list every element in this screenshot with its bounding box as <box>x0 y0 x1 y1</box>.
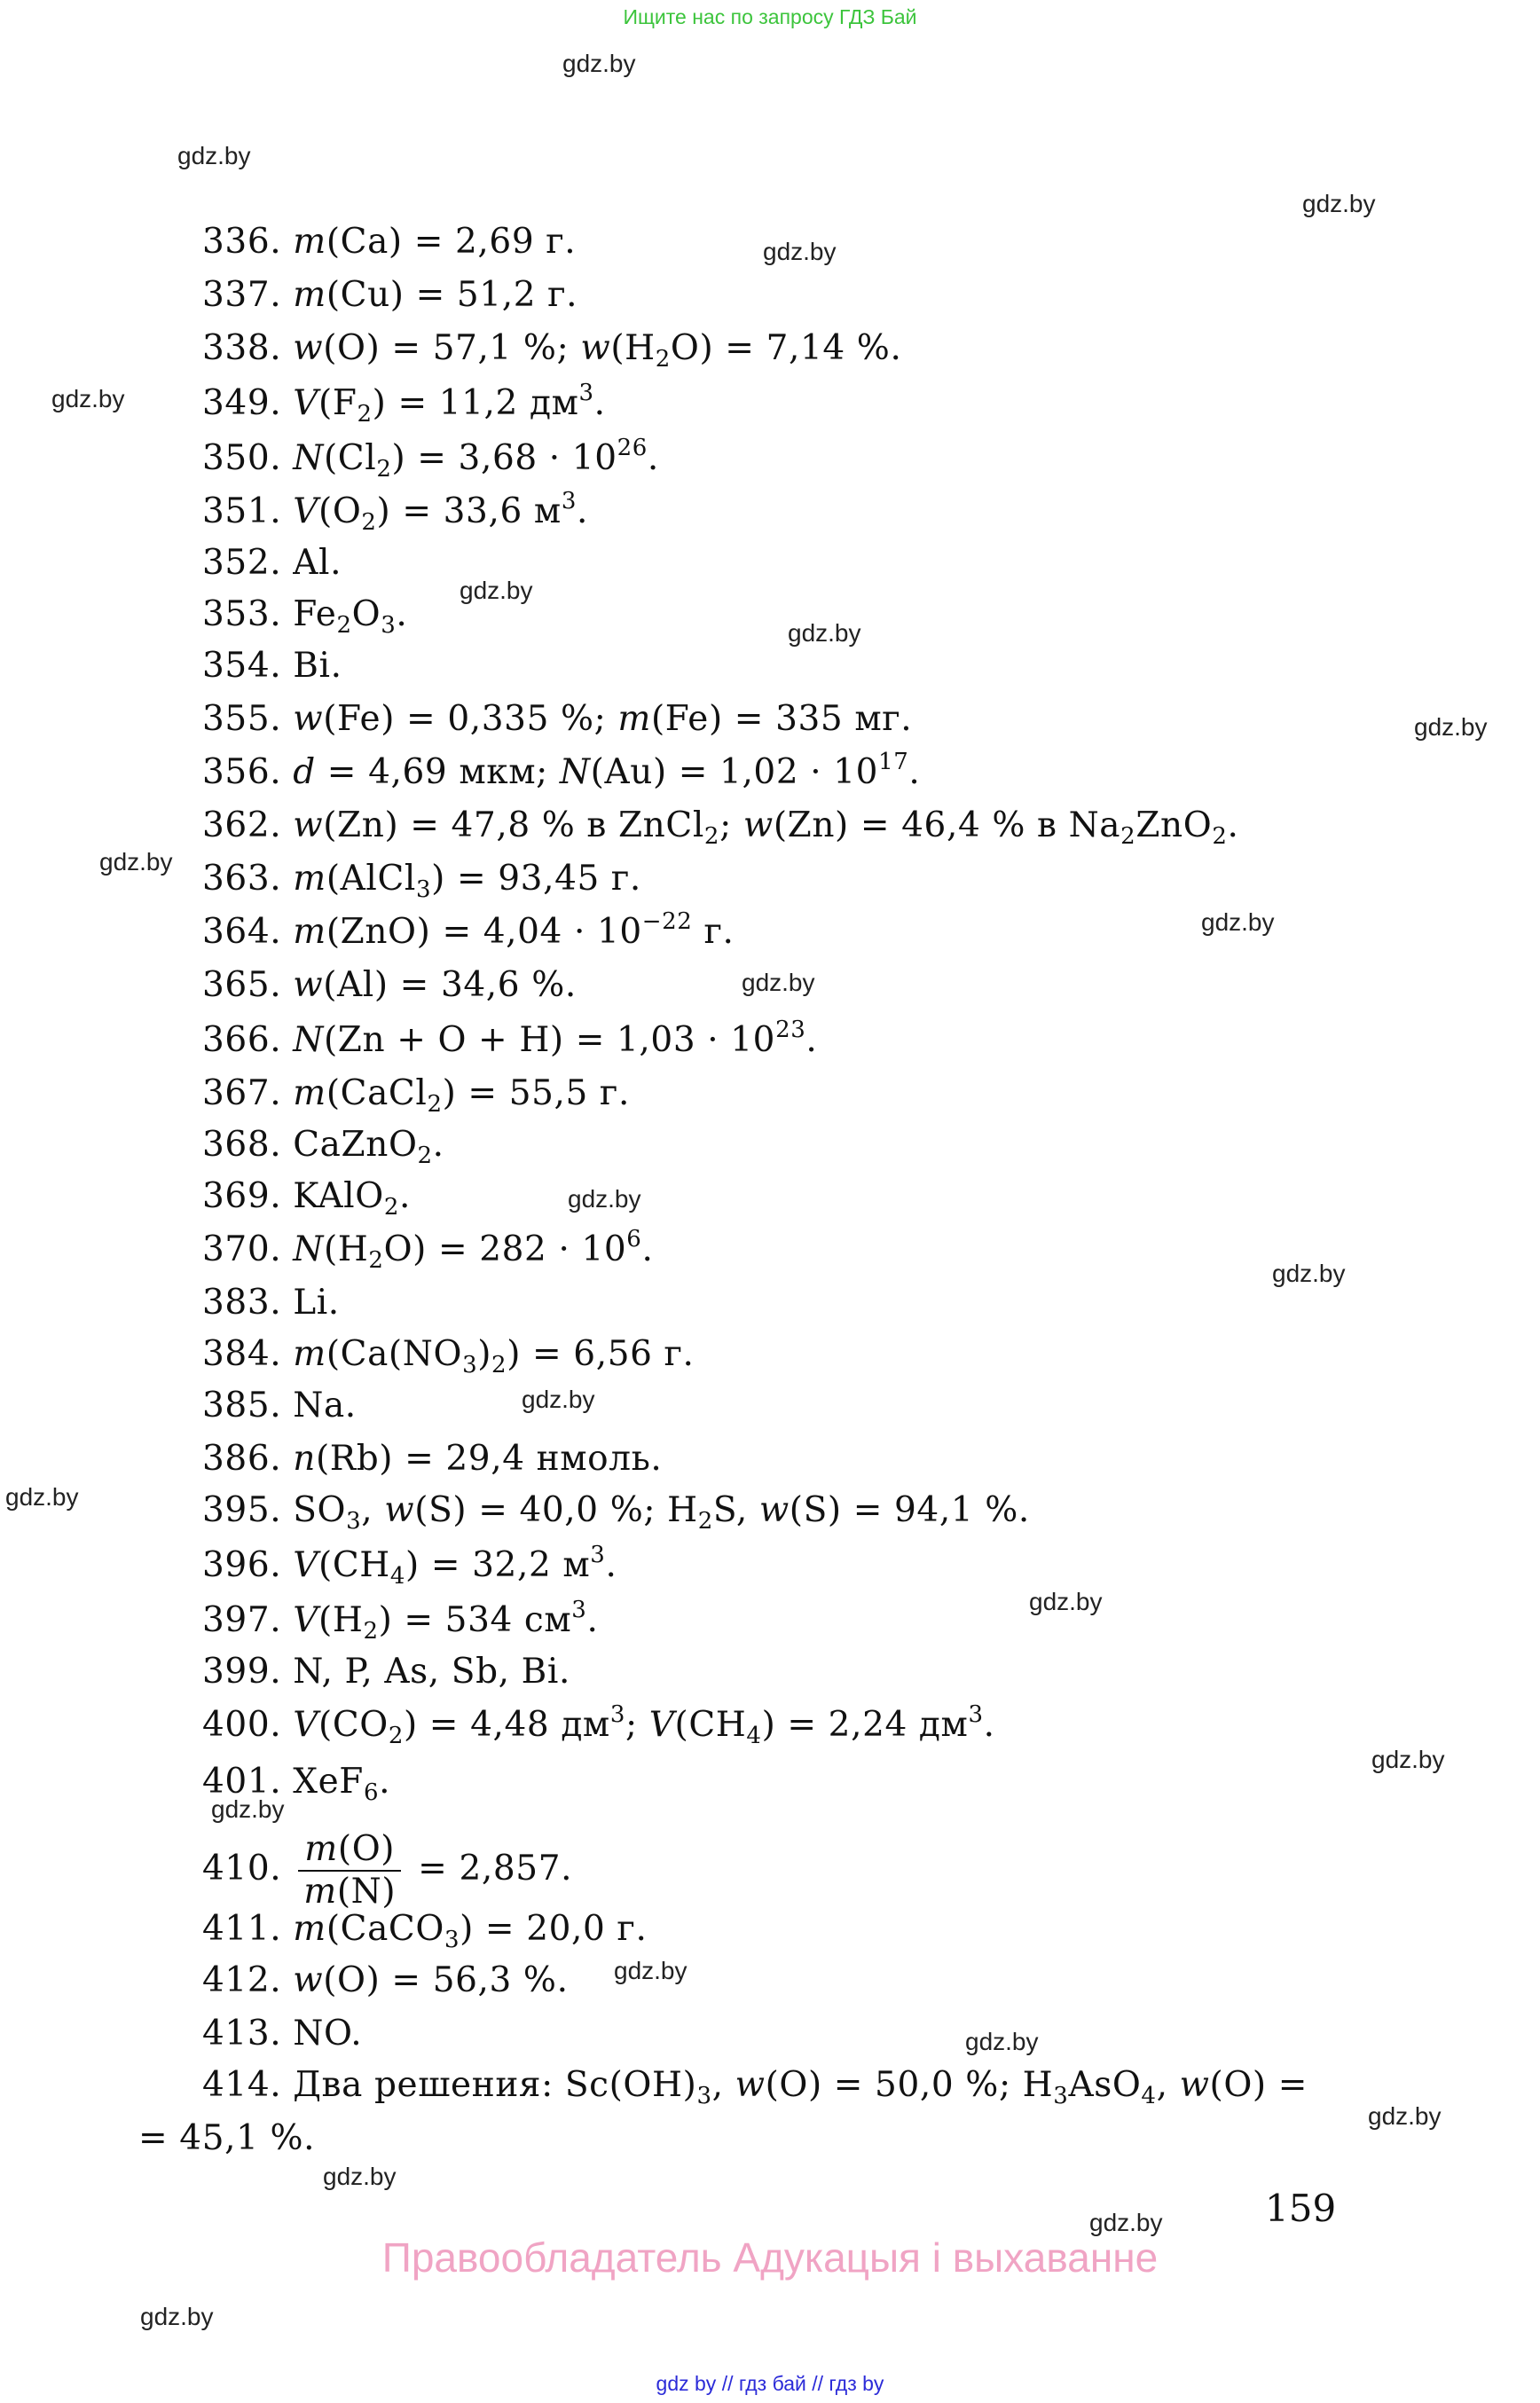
watermark: gdz.by <box>1414 713 1488 741</box>
answer-line <box>202 436 659 481</box>
answer-text: = 45,1 %. <box>138 2118 316 2158</box>
watermark: gdz.by <box>742 969 815 996</box>
answer-number: 365. <box>202 965 294 1005</box>
answer-line <box>202 1703 995 1747</box>
watermark: gdz.by <box>460 577 533 604</box>
answer-text: w(O) = 57,1 %; $w(H_2O) = 7,14$ %. <box>293 328 902 373</box>
answer-line <box>202 750 920 795</box>
answer-line <box>202 490 588 534</box>
answer-line <box>202 1384 357 1428</box>
answer-number: 351. <box>202 491 294 531</box>
answer-number: 400. <box>202 1705 294 1745</box>
answer-text: $SO_3$, w(S) = 40,0 %; $H_2S$, w(S) = 94,1 %. <box>293 1490 1030 1535</box>
answer-text: CaZnO$_2$. <box>293 1125 444 1169</box>
answer-text: m(Ca) = 2,69 г. <box>293 222 577 262</box>
answer-line <box>202 381 606 426</box>
answer-number: 352. <box>202 543 294 583</box>
watermark: gdz.by <box>522 1386 595 1413</box>
answer-line <box>202 910 734 954</box>
watermark: gdz.by <box>51 385 125 412</box>
answer-text: $V(CO_2) = 4,48$ $дм^3$; $V(CH_4) = 2,24$ $дм^3$. <box>293 1701 995 1749</box>
answer-line <box>202 2063 1308 2108</box>
watermark: gdz.by <box>614 1957 688 1984</box>
answer-line <box>138 2116 315 2161</box>
answer-number: 397. <box>202 1600 294 1640</box>
answer-number: 385. <box>202 1386 294 1425</box>
answer-number: 356. <box>202 752 294 792</box>
top-banner: Ищите нас по запросу ГДЗ Бай <box>623 5 917 28</box>
answer-line <box>202 273 578 318</box>
answer-number: 350. <box>202 438 294 478</box>
answer-line <box>202 644 342 688</box>
watermark: gdz.by <box>323 2163 397 2190</box>
answer-line <box>202 220 576 264</box>
answer-text: $m(ZnO) = 4,04 \cdot 10^{-22}$ г. <box>293 908 735 952</box>
answer-number: 337. <box>202 275 294 315</box>
answer-text: $m(Ca(NO_3)_2) = 6,56$ г. <box>293 1334 695 1378</box>
answer-line <box>202 857 641 901</box>
watermark: gdz.by <box>1302 190 1376 217</box>
answer-line <box>202 541 342 585</box>
answer-number: 366. <box>202 1020 294 1060</box>
answer-text: Bi. <box>293 646 342 686</box>
answer-number: 396. <box>202 1545 294 1585</box>
answer-number: 353. <box>202 594 294 634</box>
answer-number: 411. <box>202 1909 294 1949</box>
answer-line <box>202 1281 340 1325</box>
answer-number: 363. <box>202 859 294 899</box>
answer-text: w(Zn) = 47,8 % в ZnCl$_2$; w(Zn) = 46,4 % в $Na_2ZnO_2$. <box>293 805 1239 850</box>
answer-line <box>202 1598 598 1643</box>
answer-text: m(Cu) = 51,2 г. <box>293 275 578 315</box>
answer-text: m(AlCl$_3$) = 93,45 г. <box>293 859 641 903</box>
answer-line <box>202 963 577 1008</box>
answer-text: Na. <box>293 1386 357 1425</box>
watermark: gdz.by <box>1371 1746 1445 1773</box>
answer-text: $V(CH_4) = 32,2$ $м^3$. <box>293 1542 617 1590</box>
answer-line <box>202 697 912 742</box>
page-number: 159 <box>1265 2187 1337 2230</box>
answer-line <box>202 1907 647 1951</box>
watermark: gdz.by <box>140 2303 214 2330</box>
answer-number: 399. <box>202 1652 294 1692</box>
answer-line <box>202 1018 817 1063</box>
answer-text: w(Al) = 34,6 %. <box>293 965 577 1005</box>
answer-number: 368. <box>202 1125 294 1165</box>
watermark: gdz.by <box>763 238 837 265</box>
answer-line <box>202 1072 630 1116</box>
answer-text: Al. <box>293 543 342 583</box>
answer-text: $Fe_2O_3$. <box>293 594 408 639</box>
answer-line <box>202 1228 653 1272</box>
answer-text: d = 4,69 мкм; $N(Au) = 1,02 \cdot 10^{17}$. <box>293 749 921 792</box>
answer-number: 370. <box>202 1229 294 1269</box>
answer-line <box>202 1829 572 1912</box>
answer-text: Два решения: $Sc(OH)_3$, w(O) = 50,0 %; $H_3AsO_4$, w(O) = <box>293 2065 1308 2109</box>
answer-number: 412. <box>202 1960 294 2000</box>
answer-number: 354. <box>202 646 294 686</box>
answer-number: 386. <box>202 1439 294 1479</box>
answer-number: 364. <box>202 912 294 952</box>
watermark: gdz.by <box>568 1185 641 1213</box>
answer-line <box>202 1488 1030 1533</box>
answer-number: 384. <box>202 1334 294 1374</box>
answer-line <box>202 1959 569 2003</box>
answer-number: 369. <box>202 1176 294 1216</box>
answer-line <box>202 1123 444 1167</box>
answer-number: 413. <box>202 2014 294 2054</box>
answer-line <box>202 1437 662 1481</box>
answer-text: N, P, As, Sb, Bi. <box>293 1652 570 1692</box>
answer-number: 414. <box>202 2065 294 2105</box>
answer-line <box>202 593 407 637</box>
answer-number: 338. <box>202 328 294 368</box>
answer-text: $N(H_2O) = 282 \cdot 10^6$. <box>293 1226 654 1274</box>
answer-text: $N(Zn + O + H) = 1,03 \cdot 10^{23}$. <box>293 1017 818 1060</box>
answer-number: 410. <box>202 1849 294 1889</box>
answer-number: 401. <box>202 1762 294 1802</box>
answer-text: KAlO$_2$. <box>293 1176 411 1221</box>
answer-line <box>202 1174 411 1219</box>
answer-line <box>202 1650 570 1694</box>
watermark: gdz.by <box>99 848 173 876</box>
footer-links: gdz by // гдз бай // гдз by <box>656 2372 884 2395</box>
answer-text: $V(F_2) = 11,2$ $дм^3$. <box>293 380 606 428</box>
answer-text: m(CaCl$_2$) = 55,5 г. <box>293 1073 630 1118</box>
answer-line <box>202 1332 695 1377</box>
watermark: gdz.by <box>5 1483 79 1511</box>
answer-text: w(Fe) = 0,335 %; m(Fe) = 335 мг. <box>293 699 913 739</box>
watermark: gdz.by <box>211 1795 285 1823</box>
watermark: gdz.by <box>965 2028 1039 2055</box>
answer-number: 395. <box>202 1490 294 1530</box>
answer-line <box>202 2012 362 2056</box>
watermark: gdz.by <box>1201 908 1275 936</box>
answer-number: 349. <box>202 383 294 423</box>
copyright-notice: Правообладатель Адукацыя і выхаванне <box>381 2234 1159 2281</box>
watermark: gdz.by <box>1368 2102 1442 2130</box>
answer-line <box>202 326 901 371</box>
answer-number: 355. <box>202 699 294 739</box>
answer-number: 336. <box>202 222 294 262</box>
watermark: gdz.by <box>177 142 251 169</box>
answer-text: $\frac{m(O)}{m(N)}$ = 2,857. <box>293 1849 572 1889</box>
answer-text: XeF$_6$. <box>293 1762 391 1806</box>
answer-text: Li. <box>293 1283 340 1323</box>
watermark: gdz.by <box>1272 1260 1346 1287</box>
answer-number: 362. <box>202 805 294 845</box>
answer-text: $V(H_2) = 534$ $см^3$. <box>293 1597 599 1645</box>
answer-text: $N(Cl_2) = 3,68 \cdot 10^{26}$. <box>293 435 659 483</box>
answer-text: $V(O_2) = 33,6$ $м^3$. <box>293 488 588 536</box>
watermark: gdz.by <box>1029 1588 1103 1615</box>
watermark: gdz.by <box>788 619 861 647</box>
watermark: gdz.by <box>562 50 636 77</box>
answer-number: 383. <box>202 1283 294 1323</box>
answer-line <box>202 804 1238 848</box>
fraction: $\frac{m(O)}{m(N)}$ <box>298 1829 401 1912</box>
answer-line <box>202 1543 617 1588</box>
answer-number: 367. <box>202 1073 294 1113</box>
answer-text: NO. <box>293 2014 363 2054</box>
watermark: gdz.by <box>1089 2209 1163 2236</box>
answer-text: m(CaCO$_3$) = 20,0 г. <box>293 1909 648 1953</box>
answer-text: n(Rb) = 29,4 нмоль. <box>293 1439 663 1479</box>
answer-text: w(O) = 56,3 %. <box>293 1960 569 2000</box>
